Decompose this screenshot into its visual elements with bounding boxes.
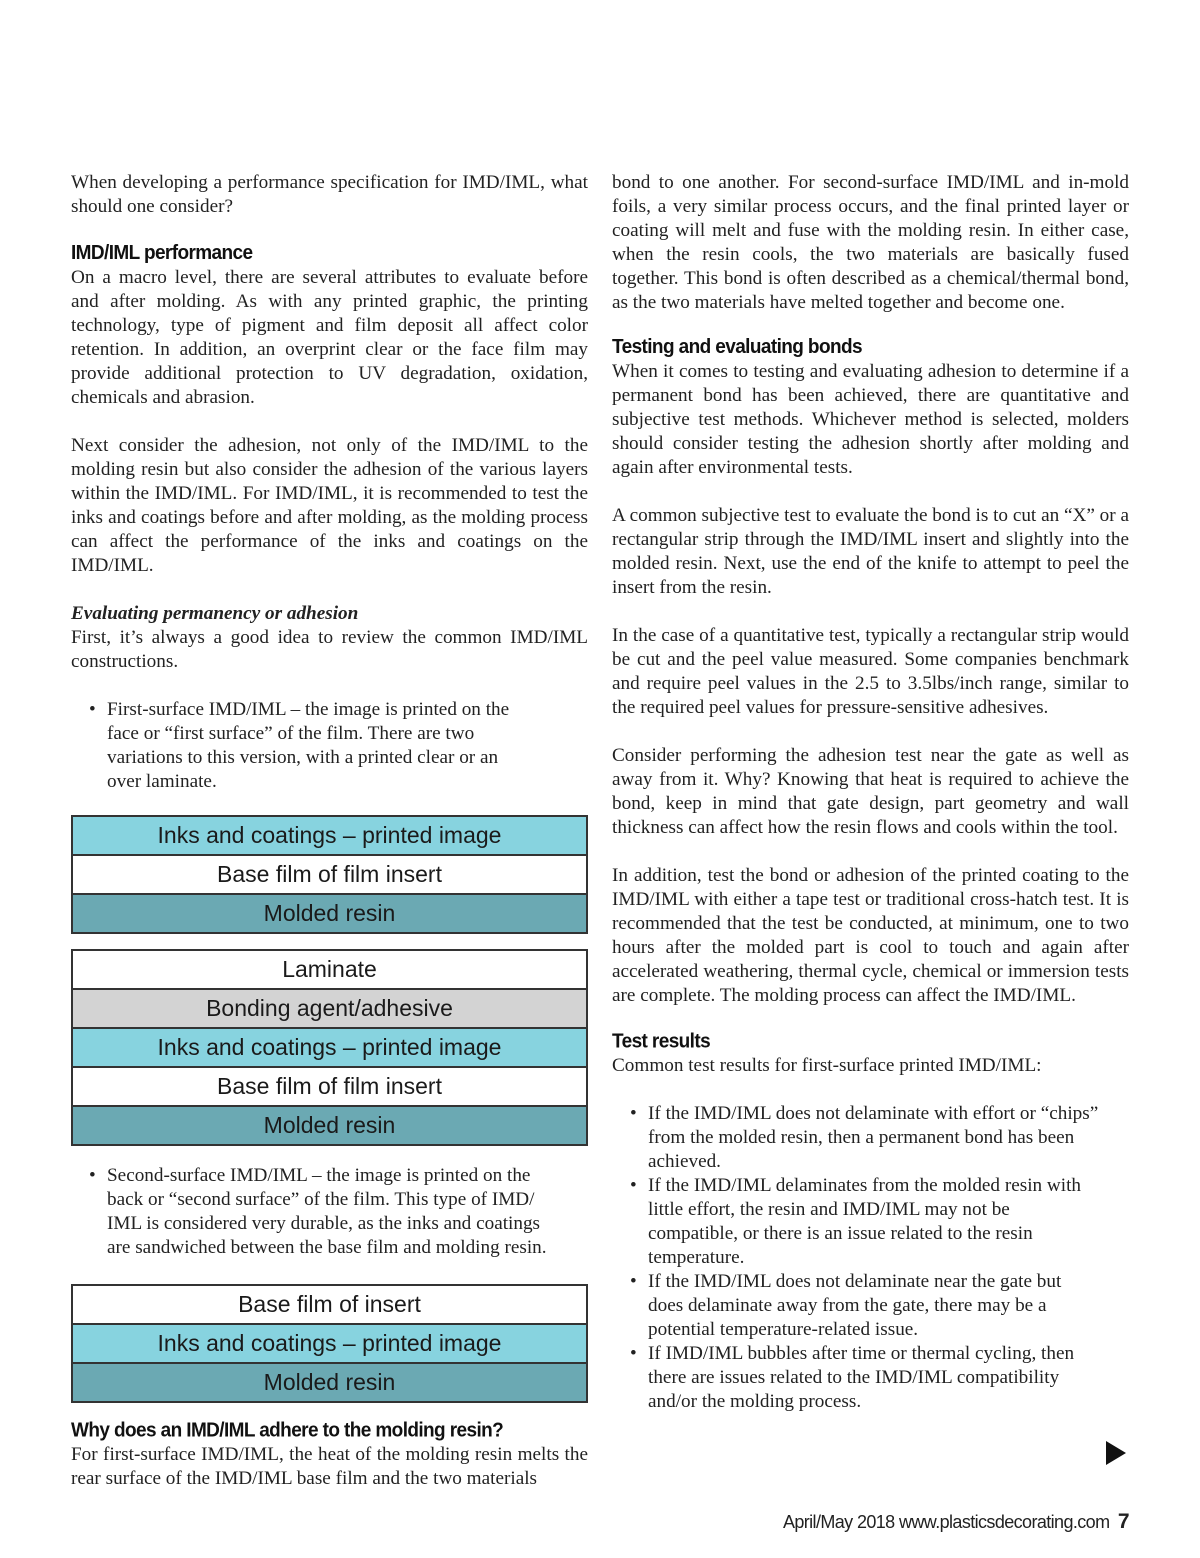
layer-bonding-agent: Bonding agent/adhesive — [73, 988, 586, 1027]
bullet-first-surface-text: First-surface IMD/IML – the image is printed on the face or “first surface” of the film. There are two variations to this version, with a printed clear or an over laminate. — [107, 699, 510, 792]
result-text: If the IMD/IML delaminates from the molded resin with little effort, the resin and IMD/IML may not be compatible, or there is an issue related to the resin temperature. — [648, 1175, 1082, 1268]
result-text: If the IMD/IML does not delaminate with effort or “chips” from the molded resin, then a permanent bond has been achieved. — [648, 1103, 1099, 1172]
layer-laminate: Laminate — [73, 951, 586, 988]
quantitative-test-paragraph: In the case of a quantitative test, typically a rectangular strip would be cut and the peel value measured. Some companies benchmark and require peel values in the 2.5 to 3.5lbs/inch range, similar to the required peel values for pressure-sensitive adhesives. — [612, 625, 1129, 718]
layer-inks-coatings: Inks and coatings – printed image — [73, 1323, 586, 1362]
list-item — [612, 1342, 1099, 1414]
heading-testing-evaluating: Testing and evaluating bonds — [612, 336, 862, 359]
layer-molded-resin: Molded resin — [73, 893, 586, 932]
evaluating-paragraph: First, it’s always a good idea to review the common IMD/IML constructions. — [71, 627, 588, 672]
layer-base-film: Base film of film insert — [73, 854, 586, 893]
layer-base-film: Base film of insert — [73, 1286, 586, 1323]
list-item — [612, 1270, 1099, 1342]
layer-inks-coatings: Inks and coatings – printed image — [73, 1027, 586, 1066]
bullet-icon: • — [630, 1271, 637, 1292]
result-text: If the IMD/IML does not delaminate near the gate but does delaminate away from the gate, there may be a potential temperature-related issue. — [648, 1271, 1062, 1340]
diagram-second-surface — [71, 1284, 588, 1403]
list-item — [612, 1102, 1099, 1174]
first-surface-list — [71, 698, 588, 794]
gate-paragraph: Consider performing the adhesion test near the gate as well as away from it. Why? Knowing that heat is required to achieve the bond, keep in mind that gate design, part geometry and wall thickness can affect how the resin flows and cools within the tool. — [612, 745, 1129, 838]
footer-issue-url: April/May 2018 www.plasticsdecorating.com — [782, 1512, 1110, 1532]
heading-evaluating-permanency: Evaluating permanency or adhesion — [71, 603, 359, 624]
heading-test-results: Test results — [612, 1030, 711, 1053]
right-column — [612, 171, 1129, 1414]
performance-paragraph: On a macro level, there are several attributes to evaluate before and after molding. As with any printed graphic, the printing technology, type of pigment and film deposit all affect color retention. In addition, an overprint clear or the face film may provide additional protection to UV degradation, oxidation, chemicals and abrasion. — [71, 267, 588, 408]
continued-paragraph: bond to one another. For second-surface IMD/IML and in-mold foils, a very similar process occurs, and the final printed layer or coating will melt and fuse with the molding resin. In either case, when the resin cools, the two materials are basically fused together. This bond is often described as a chemical/thermal bond, as the two materials have melted together and become one. — [612, 172, 1129, 313]
layer-molded-resin: Molded resin — [73, 1362, 586, 1401]
bullet-icon: • — [630, 1175, 637, 1196]
bullet-second-surface-text: Second-surface IMD/IML – the image is printed on the back or “second surface” of the film. This type of IMD/ IML is considered very durable, as the inks and coatings are sandwiched between the base film and molding resin. — [107, 1165, 547, 1258]
second-surface-list — [71, 1164, 588, 1260]
diagram-first-surface-clear — [71, 815, 588, 934]
why-paragraph: For first-surface IMD/IML, the heat of the molding resin melts the rear surface of the IMD/IML base film and the two materials — [71, 1444, 588, 1489]
layer-inks-coatings: Inks and coatings – printed image — [73, 817, 586, 854]
list-item — [71, 698, 528, 794]
addition-paragraph: In addition, test the bond or adhesion of the printed coating to the IMD/IML with either a tape test or traditional cross-hatch test. It is recommended that the test be conducted, at minimum, one to two hours after the molded part is cool to touch and again after accelerated weathering, thermal cycle, chemical or immersion tests are complete. The molding process can affect the IMD/IML. — [612, 865, 1129, 1006]
play-arrow-icon[interactable] — [1106, 1441, 1126, 1465]
bullet-icon: • — [89, 699, 96, 720]
bullet-icon: • — [630, 1343, 637, 1364]
diagram-first-surface-laminate — [71, 949, 588, 1146]
testing-paragraph: When it comes to testing and evaluating adhesion to determine if a permanent bond has been achieved, there are quantitative and subjective test methods. Whichever method is selected, molders should consider testing the adhesion shortly after molding and again after environmental tests. — [612, 361, 1129, 478]
result-text: If IMD/IML bubbles after time or thermal cycling, then there are issues related to the IMD/IML compatibility and/or the molding process. — [648, 1343, 1075, 1412]
results-intro: Common test results for first-surface printed IMD/IML: — [612, 1055, 1042, 1076]
list-item — [612, 1174, 1099, 1270]
page-footer — [783, 1510, 1129, 1534]
heading-imd-iml-performance: IMD/IML performance — [71, 242, 253, 265]
list-item — [71, 1164, 568, 1260]
adhesion-paragraph: Next consider the adhesion, not only of the IMD/IML to the molding resin but also consider the adhesion of the various layers within the IMD/IML. For IMD/IML, it is recommended to test the inks and coatings before and after molding, as the molding process can affect the performance of the inks and coatings on the IMD/IML. — [71, 435, 588, 576]
bullet-icon: • — [630, 1103, 637, 1124]
subjective-test-paragraph: A common subjective test to evaluate the bond is to cut an “X” or a rectangular strip through the IMD/IML insert and slightly into the molded resin. Next, use the end of the knife to attempt to peel the insert from the resin. — [612, 505, 1129, 598]
layer-molded-resin: Molded resin — [73, 1105, 586, 1144]
heading-why-adhere: Why does an IMD/IML adhere to the molding resin? — [71, 1419, 504, 1442]
test-results-list — [612, 1102, 1129, 1414]
left-column — [71, 171, 588, 1491]
page-number: 7 — [1117, 1510, 1129, 1533]
layer-base-film: Base film of film insert — [73, 1066, 586, 1105]
bullet-icon: • — [89, 1165, 96, 1186]
intro-paragraph: When developing a performance specification for IMD/IML, what should one consider? — [71, 172, 588, 217]
